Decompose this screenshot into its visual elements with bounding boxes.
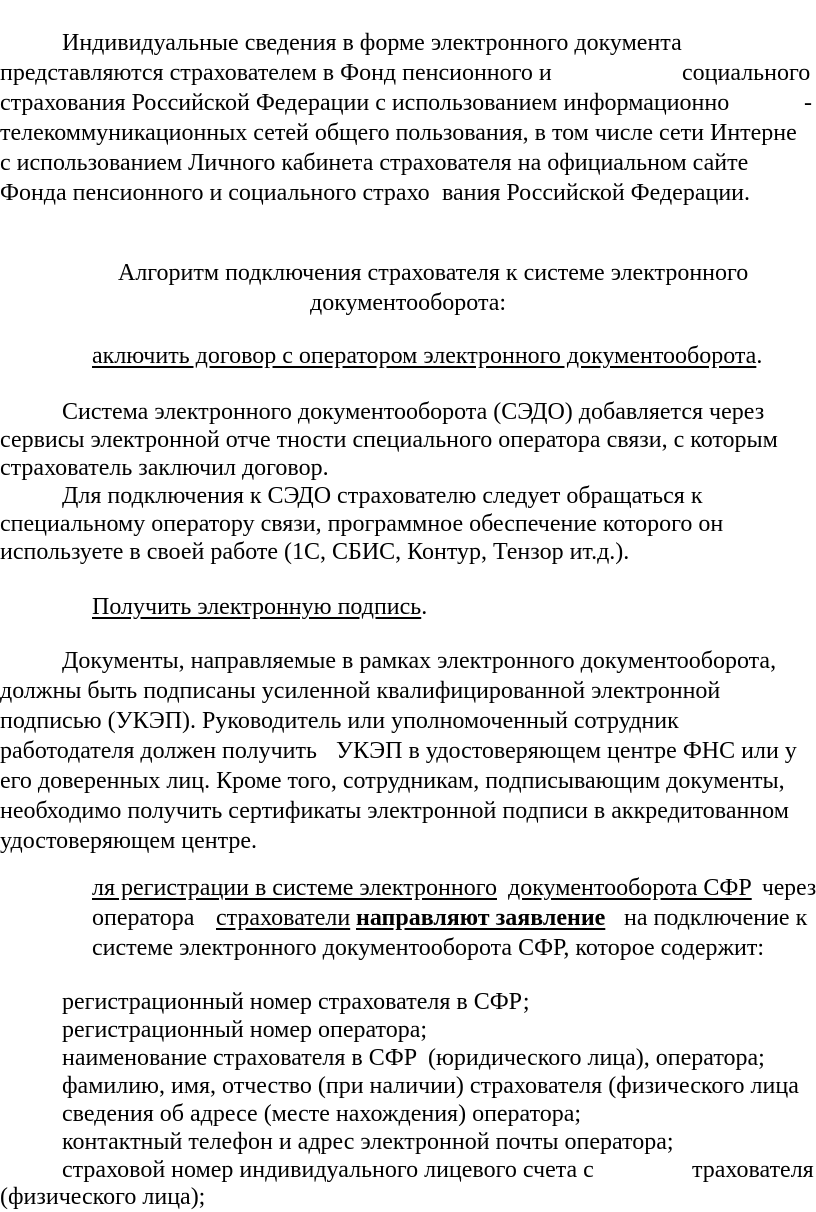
intro-line-4: телекоммуникационных сетей общего пользования, в том числе сети Интерне xyxy=(0,120,797,146)
intro-line-2a: представляются страхователем в Фонд пенсионного и xyxy=(0,60,552,86)
step-3-line-2b-text: страхователи xyxy=(216,905,351,931)
step-1-para-line-2: сервисы электронной отче тности специального оператора связи, с которым xyxy=(0,427,778,453)
step-3-line-1a xyxy=(92,873,497,903)
intro-line-1: Индивидуальные сведения в форме электронного документа xyxy=(62,30,682,56)
step-2-para-line-1: Документы, направляемые в рамках электронного документооборота, xyxy=(62,648,777,674)
step-1-para-line-6: используете в своей работе (1С, СБИС, Контур, Тензор ит.д.). xyxy=(0,539,630,565)
list-item-5: сведения об адресе (месте нахождения) оператора; xyxy=(62,1101,582,1127)
step-3-line-3: системе электронного документооборота СФР, которое содержит: xyxy=(92,935,765,961)
intro-line-3a: страхования Российской Федерации с использованием информационно xyxy=(0,90,730,116)
list-item-4: фамилию, имя, отчество (при наличии) страхователя (физического лица xyxy=(62,1073,799,1099)
list-item-1: регистрационный номер страхователя в СФР; xyxy=(62,989,530,1015)
step-1-title-end: . xyxy=(756,343,763,369)
list-item-2: регистрационный номер оператора; xyxy=(62,1017,428,1043)
list-item-8: (физического лица); xyxy=(0,1184,206,1210)
algorithm-heading-line-2: документооборота: xyxy=(310,290,507,316)
intro-line-6a: Фонда пенсионного и социального страхо xyxy=(0,180,430,206)
step-2-title-text: Получить электронную подпись xyxy=(92,594,422,620)
step-3-line-1b-text: документооборота СФР xyxy=(508,875,752,901)
step-2-title xyxy=(92,592,427,622)
intro-line-6b: вания Российской Федерации. xyxy=(442,180,751,206)
step-2-para-line-4b: УКЭП в удостоверяющем центре ФНС или у xyxy=(336,738,797,764)
step-3-line-2b xyxy=(216,903,350,933)
intro-line-3b: - xyxy=(804,90,812,116)
step-1-para-line-5: специальному оператору связи, программное обеспечение которого он xyxy=(0,511,724,537)
step-2-title-end: . xyxy=(421,594,428,620)
step-2-para-line-7: удостоверяющем центре. xyxy=(0,828,258,854)
step-2-para-line-5: его доверенных лиц. Кроме того, сотрудникам, подписывающим документы, xyxy=(0,768,785,794)
step-2-para-line-2: должны быть подписаны усиленной квалифицированной электронной xyxy=(0,678,721,704)
list-item-6: контактный телефон и адрес электронной почты оператора; xyxy=(62,1129,674,1155)
list-item-7a: страховой номер индивидуального лицевого счета с xyxy=(62,1157,594,1183)
intro-line-5: с использованием Личного кабинета страхователя на официальном сайте xyxy=(0,150,749,176)
algorithm-heading-line-1: Алгоритм подключения страхователя к системе электронного xyxy=(118,260,749,286)
list-item-3b: (юридического лица), оператора; xyxy=(428,1045,765,1071)
step-3-line-2a: оператора xyxy=(92,905,195,931)
step-1-para-line-1: Система электронного документооборота (СЭДО) добавляется через xyxy=(62,399,765,425)
list-item-7b: трахователя xyxy=(692,1157,814,1183)
step-3-line-2c-text: направляют заявление xyxy=(356,905,606,931)
step-2-para-line-4a: работодателя должен получить xyxy=(0,738,317,764)
step-3-line-2c xyxy=(356,903,605,933)
step-2-para-line-6: необходимо получить сертификаты электронной подписи в аккредитованном xyxy=(0,798,789,824)
step-1-para-line-4: Для подключения к СЭДО страхователю следует обращаться к xyxy=(62,483,703,509)
list-item-3a: наименование страхователя в СФР xyxy=(62,1045,418,1071)
intro-line-2b: социального xyxy=(682,60,811,86)
step-1-title xyxy=(92,341,762,371)
step-2-para-line-3: подписью (УКЭП). Руководитель или уполномоченный сотрудник xyxy=(0,708,679,734)
step-3-line-1b xyxy=(508,873,752,903)
step-1-para-line-3: страхователь заключил договор. xyxy=(0,455,329,481)
step-3-line-1c: через xyxy=(762,875,816,901)
step-3-line-1a-text: ля регистрации в системе электронного xyxy=(92,875,497,901)
step-3-line-2d: на подключение к xyxy=(624,905,808,931)
step-1-title-text: аключить договор с оператором электронного документооборота xyxy=(92,343,757,369)
